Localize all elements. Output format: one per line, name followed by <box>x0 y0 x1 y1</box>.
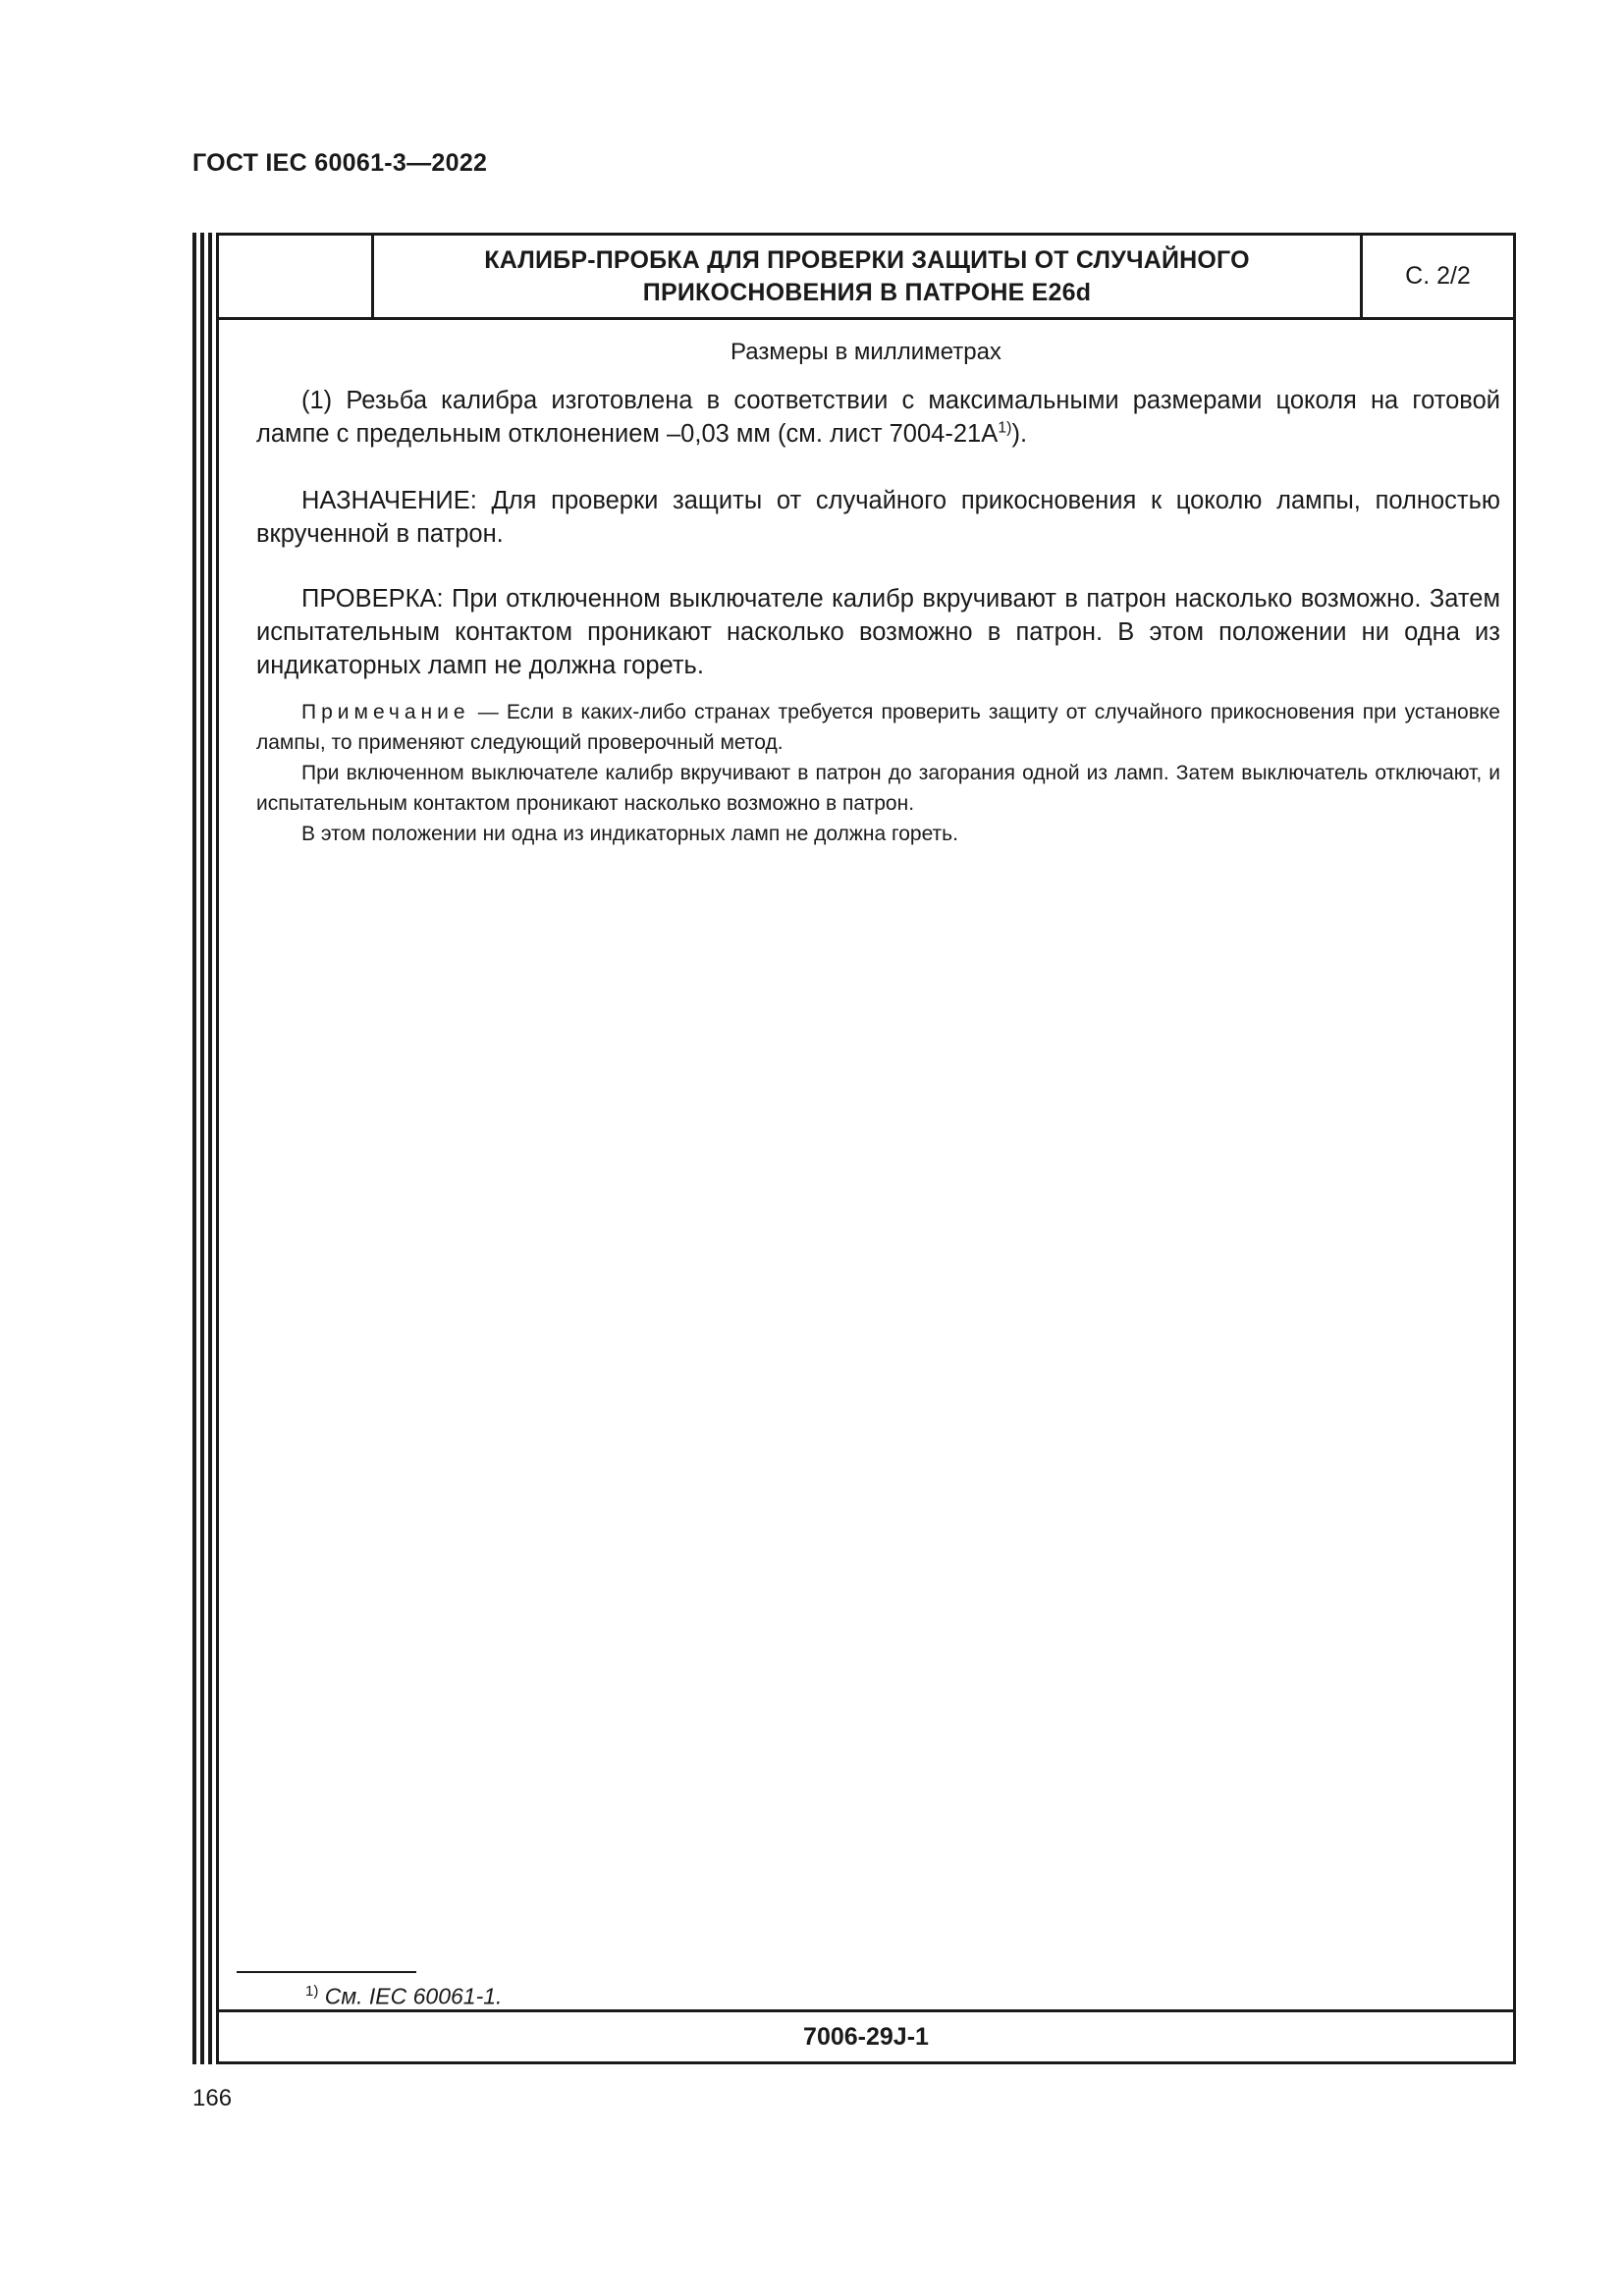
sheet-header <box>219 236 1513 320</box>
binding-rule-middle <box>200 233 204 2064</box>
footnote-mark: 1) <box>305 1983 319 2000</box>
paragraph-thread <box>256 384 1500 451</box>
sheet-title: КАЛИБР-ПРОБКА ДЛЯ ПРОВЕРКИ ЗАЩИТЫ ОТ СЛУЧАЙНОГО ПРИКОСНОВЕНИЯ В ПАТРОНЕ E26d <box>374 236 1363 317</box>
note-line-3: В этом положении ни одна из индикаторных ламп не должна гореть. <box>301 823 958 845</box>
units-caption: Размеры в миллиметрах <box>730 339 1001 365</box>
sheet-number: С. 2/2 <box>1405 262 1471 290</box>
header-blank-cell <box>219 236 374 317</box>
page-number: 166 <box>192 2085 233 2111</box>
note-paragraph <box>256 697 1500 758</box>
paragraph-check: ПРОВЕРКА: При отключенном выключателе калибр вкручивают в патрон насколько возможно. Затем испытательным контактом проникают насколько возможно в патрон. В этом положении ни одна из индикаторных ламп не должна гореть. <box>256 585 1500 679</box>
paragraph-thread-tail: ). <box>1011 420 1028 448</box>
footnote-text: См. IEC 60061-1. <box>324 1983 503 2009</box>
binding-rule-inner <box>208 233 212 2064</box>
sheet-frame <box>216 233 1516 2064</box>
footnote <box>305 1983 502 2010</box>
sheet-code: 7006-29J-1 <box>219 2009 1513 2061</box>
footnote-ref: 1) <box>998 419 1012 437</box>
binding-rule-outer <box>192 233 196 2064</box>
note-line-2: При включенном выключателе калибр вкручивают в патрон до загорания одной из ламп. Затем выключатель отключают, и испытательным контактом проникают насколько возможно в патрон. <box>256 762 1500 815</box>
document-code: ГОСТ IEC 60061-3—2022 <box>192 149 488 177</box>
paragraph-purpose: НАЗНАЧЕНИЕ: Для проверки защиты от случайного прикосновения к цоколю лампы, полностью вкрученной в патрон. <box>256 487 1500 548</box>
paragraph-thread-text: (1) Резьба калибра изготовлена в соответствии с максимальными размерами цоколя на готовой лампе с предельным отклонением –0,03 мм (см. лист 7004-21A <box>256 387 1500 448</box>
note-label: Примечание <box>301 701 470 723</box>
note-text: — Если в каких-либо странах требуется проверить защиту от случайного прикосновения при установке лампы, то применяют следующий проверочный метод. <box>256 701 1500 754</box>
footnote-rule <box>237 1971 416 1973</box>
